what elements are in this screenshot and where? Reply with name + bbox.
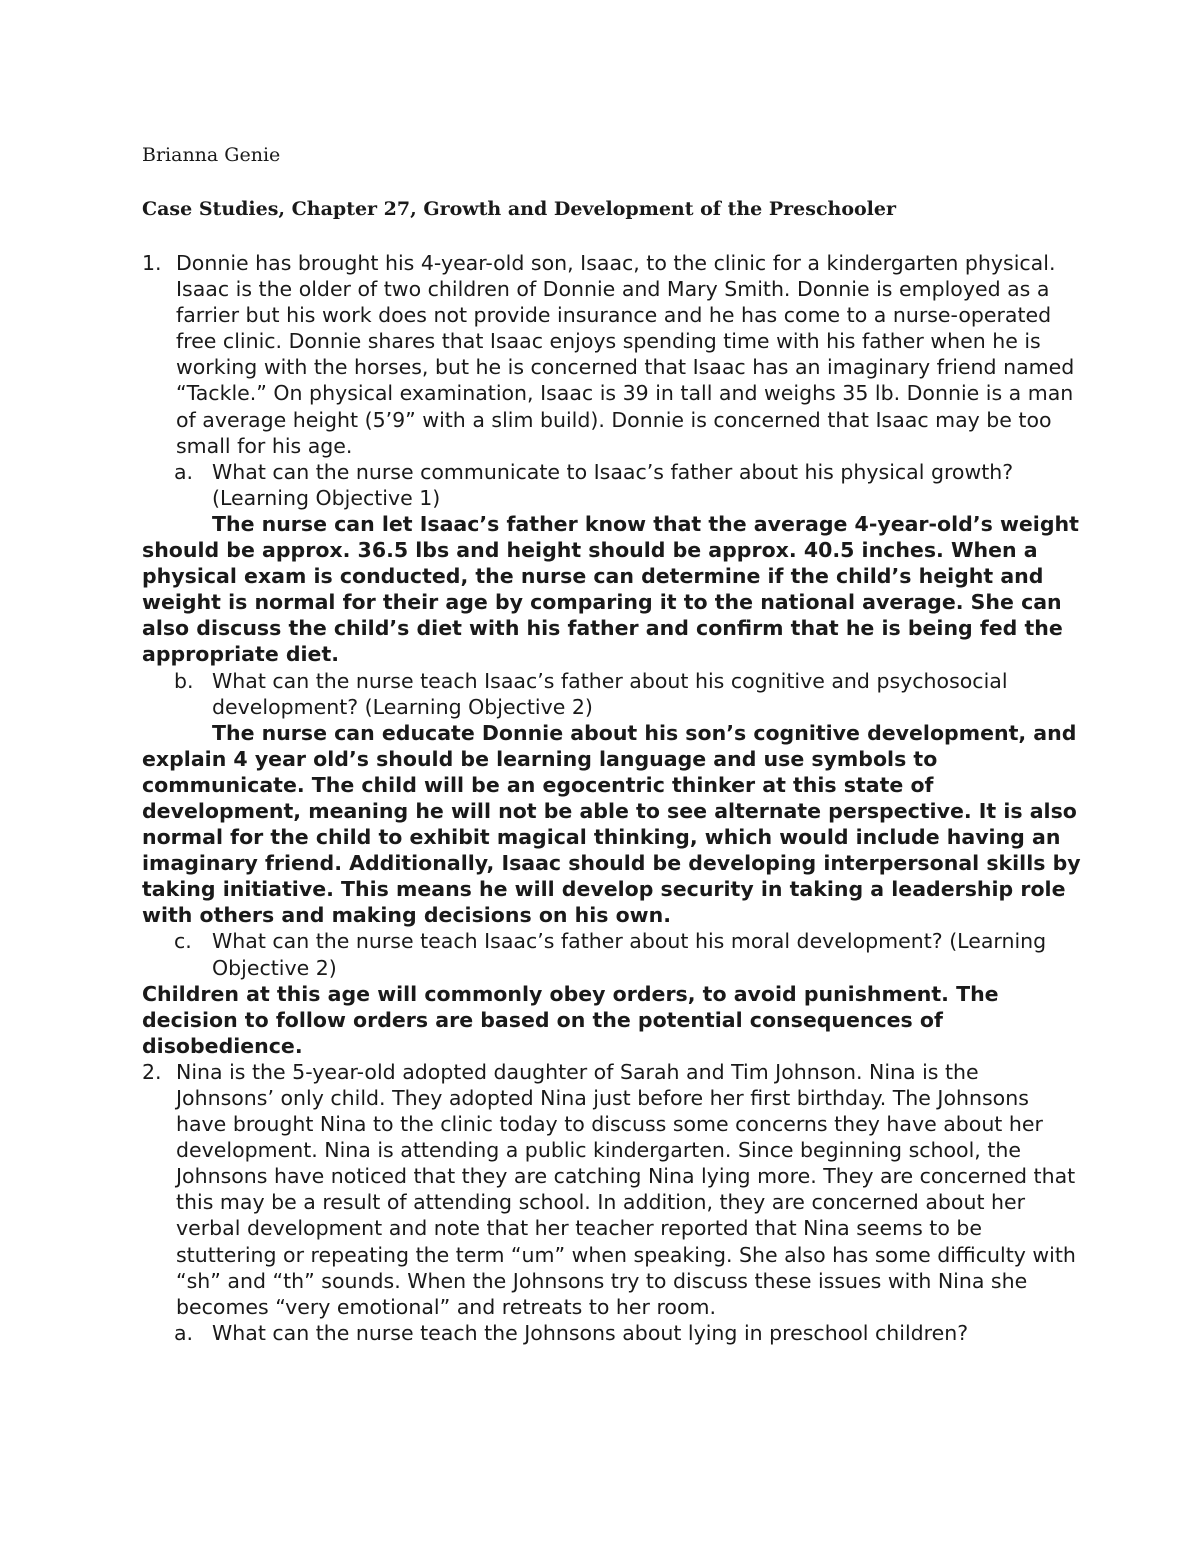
part-text: What can the nurse teach Isaac’s father about his cognitive and psychosocial development? (Learning Objective 2): [212, 668, 1008, 719]
question-2: [142, 1059, 1082, 1320]
author-name: Brianna Genie: [142, 144, 281, 166]
part-letter: a.: [174, 1320, 194, 1345]
answer-1a: The nurse can let Isaac’s father know that the average 4-year-old’s weight should be approx. 36.5 lbs and height should be approx. 40.5 inches. When a physical exam is conducted, the nurse can determine if the child’s height and weight is normal for their age by comparing it to the national average. She can also discuss the child’s diet with his father and confirm that he is being fed the appropriate diet.: [142, 511, 1079, 667]
part-letter: c.: [174, 929, 192, 954]
question-1-part-a: [142, 459, 1082, 511]
question-1-part-c: [142, 928, 1082, 980]
document-title: Case Studies, Chapter 27, Growth and Development of the Preschooler: [142, 198, 896, 220]
part-text: What can the nurse teach the Johnsons about lying in preschool children?: [212, 1320, 969, 1345]
answer-1c: Children at this age will commonly obey orders, to avoid punishment. The decision to follow orders are based on the potential consequences of disobedience.: [142, 981, 999, 1058]
question-1: [142, 250, 1082, 459]
question-1-part-b: [142, 668, 1082, 720]
part-text: What can the nurse teach Isaac’s father about his moral development? (Learning Objective 2): [212, 929, 1047, 980]
part-letter: b.: [174, 668, 194, 693]
question-number: 2.: [142, 1059, 162, 1084]
part-text: What can the nurse communicate to Isaac’s father about his physical growth? (Learning Objective 1): [212, 459, 1014, 510]
question-text: Donnie has brought his 4-year-old son, Isaac, to the clinic for a kindergarten physical. Isaac is the older of two children of Donnie and Mary Smith. Donnie is employed as a farrier but his work does not provide insurance and he has come to a nurse-operated free clinic. Donnie shares that Isaac enjoys spending time with his father when he is working with the horses, but he is concerned that Isaac has an imaginary friend named “Tackle.” On physical examination, Isaac is 39 in tall and weighs 35 lb. Donnie is a man of average height (5’9” with a slim build). Donnie is concerned that Isaac may be too small for his age.: [176, 251, 1075, 458]
question-number: 1.: [142, 251, 162, 275]
question-2-part-a: [142, 1320, 1082, 1346]
part-letter: a.: [174, 459, 194, 484]
question-text: Nina is the 5-year-old adopted daughter of Sarah and Tim Johnson. Nina is the Johnsons’ only child. They adopted Nina just before her first birthday. The Johnsons have brought Nina to the clinic today to discuss some concerns they have about her development. Nina is attending a public kindergarten. Since beginning school, the Johnsons have noticed that they are catching Nina lying more. They are concerned that this may be a result of attending school. In addition, they are concerned about her verbal development and note that her teacher reported that Nina seems to be stuttering or repeating the term “um” when speaking. She also has some difficulty with “sh” and “th” sounds. When the Johnsons try to discuss these issues with Nina she becomes “very emotional” and retreats to her room.: [176, 1059, 1076, 1319]
document-body: [142, 250, 1082, 1346]
answer-1b: The nurse can educate Donnie about his son’s cognitive development, and explain 4 year old’s should be learning language and use symbols to communicate. The child will be an egocentric thinker at this state of development, meaning he will not be able to see alternate perspective. It is also normal for the child to exhibit magical thinking, which would include having an imaginary friend. Additionally, Isaac should be developing interpersonal skills by taking initiative. This means he will develop security in taking a leadership role with others and making decisions on his own.: [142, 720, 1081, 928]
